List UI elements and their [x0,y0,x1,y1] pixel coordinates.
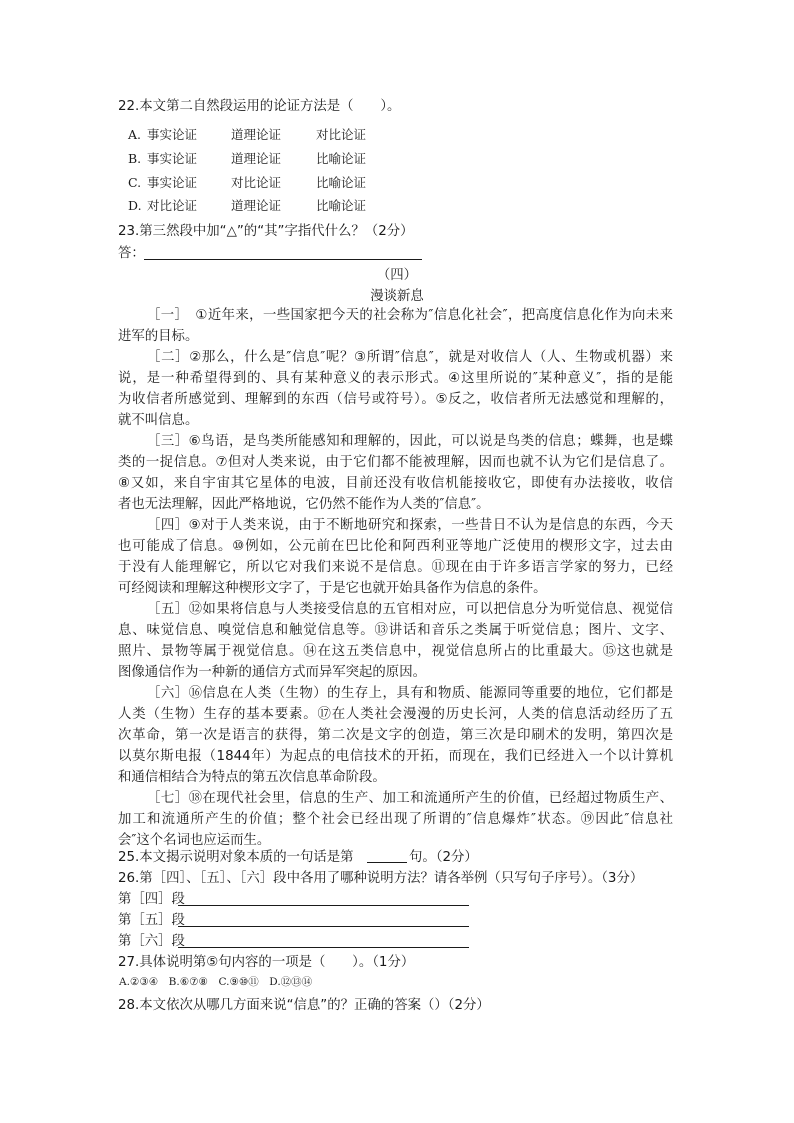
passage-line: ⑧又如，来自宇宙其它星体的电波，目前还没有收信机能接收它，即使有办法接收，收信 [118,476,673,491]
q22-option-c-c3: 比喻论证 [316,175,367,190]
passage-line: 会″这个名词也应运而生。 [118,833,271,848]
q26-line-label: 第［四］段 [118,892,185,907]
section-number: （四） [376,268,418,283]
q22-option-b-letter: B. [128,151,142,166]
q26-answer-blank [178,905,469,906]
passage-line: ［二］②那么，什么是″信息″呢？③所谓″信息″，就是对收信人（人、生物或机器）来 [147,350,673,365]
passage-line: 人类（生物）生存的基本要素。⑰在人类社会漫漫的历史长河，人类的信息活动经历了五 [118,707,673,722]
q22-option-b-c1: 事实论证 [147,151,198,166]
section-title: 漫谈新息 [370,289,424,304]
q27-options: A.②③④ B.⑥⑦⑧ C.⑨⑩⑪ D.⑫⑬⑭ [119,976,313,988]
q25-answer-blank [367,862,407,863]
q22-option-c-c2: 对比论证 [231,175,282,190]
q23-stem: 23.第三然段中加“△”的“其”字指代什么？（2分） [118,224,414,239]
q22-option-a-c1: 事实论证 [147,127,198,142]
passage-line: 照片、景物等属于视觉信息。⑭在这五类信息中，视觉信息所占的比重最大。⑮这也就是 [118,644,673,659]
q22-option-d-c1: 对比论证 [147,198,198,213]
passage-line: 也可能成了信息。⑩例如，公元前在巴比伦和阿西利亚等地广泛使用的楔形文字，过去由 [118,539,673,554]
passage-line: ［六］⑯信息在人类（生物）的生存上，具有和物质、能源同等重要的地位，它们都是 [147,686,673,701]
q22-option-c-letter: C. [128,175,142,190]
passage-line: 进军的目标。 [118,329,199,344]
passage-line: 于没有人能理解它，所以它对我们来说不是信息。⑪现在由于许多语言学家的努力，已经 [118,560,673,575]
passage-line: ［三］⑥鸟语，是鸟类所能感知和理解的，因此，可以说是鸟类的信息；蝶舞，也是蝶 [147,434,673,449]
passage-line: ［四］⑨对于人类来说，由于不断地研究和探索，一些昔日不认为是信息的东西，今天 [147,518,673,533]
passage-line: ［五］⑫如果将信息与人类接受信息的五官相对应，可以把信息分为听觉信息、视觉信 [147,602,673,617]
q22-option-a-c2: 道理论证 [231,127,282,142]
passage-line: 就不叫信息。 [118,413,199,428]
q28-stem: 28.本文依次从哪几方面来说“信息”的？正确的答案（）（2分） [118,998,490,1013]
q22-option-d-c3: 比喻论证 [316,198,367,213]
q22-option-b-c3: 比喻论证 [316,151,367,166]
passage-line: ［一］ ①近年来，一些国家把今天的社会称为″信息化社会″，把高度信息化作为向未来 [147,308,673,323]
passage-line: 息、味觉信息、嗅觉信息和触觉信息等。⑬讲话和音乐之类属于听觉信息；图片、文字、 [118,623,673,638]
passage-line: 加工和流通所产生的价值；整个社会已经出现了所谓的″信息爆炸″状态。⑲因此″信息社 [118,812,673,827]
passage-line: 图像通信作为一种新的通信方式而异军突起的原因。 [118,665,426,680]
q22-option-d-c2: 道理论证 [231,198,282,213]
passage-line: 说，是一种希望得到的、具有某种意义的表示形式。④这里所说的″某种意义″，指的是能 [118,371,673,386]
passage-line: 以莫尔斯电报（1844年）为起点的电信技术的开拓，而现在，我们已经进入一个以计算机 [118,749,673,764]
passage-line: 可经阅读和理解这种楔形文字了，于是它也就开始具备作为信息的条件。 [118,581,547,596]
q23-answer-blank [144,259,422,260]
q22-stem: 22.本文第二自然段运用的论证方法是（ ）。 [118,99,401,114]
q26-answer-blank [178,926,469,927]
q22-option-a-letter: A. [128,127,142,142]
passage-line: 为收信者所感觉到、理解到的东西（信号或符号）。⑤反之，收信者所无法感觉和理解的， [118,392,673,407]
q25-stem-a: 25.本文揭示说明对象本质的一句话是第 [118,850,354,865]
passage-line: 和通信相结合为特点的第五次信息革命阶段。 [118,770,386,785]
q23-answer-label: 答： [118,246,145,261]
q22-option-a-c3: 对比论证 [316,127,367,142]
q26-answer-blank [178,947,469,948]
q22-option-b-c2: 道理论证 [231,151,282,166]
q26-line-label: 第［六］段 [118,934,185,949]
passage-line: 者也无法理解，因此严格地说，它仍然不能作为人类的″信息″。 [118,497,490,512]
passage-line: 类的一捉信息。⑦但对人类来说，由于它们都不能被理解，因而也就不认为它们是信息了。 [118,455,673,470]
q22-option-d-letter: D. [128,198,142,213]
passage-line: 次革命，第一次是语言的获得，第二次是文字的创造，第三次是印刷术的发明，第四次是 [118,728,673,743]
q26-stem: 26.第［四］、［五］、［六］段中各用了哪种说明方法？请各举例（只写句子序号）。（3分） [118,871,644,886]
q27-stem: 27.具体说明第⑤句内容的一项是（ ）。（1分） [118,955,415,970]
q25-stem-b: 句。（2分） [409,850,478,865]
q26-line-label: 第［五］段 [118,913,185,928]
passage-line: ［七］⑱在现代社会里，信息的生产、加工和流通所产生的价值，已经超过物质生产、 [147,791,673,806]
q22-option-c-c1: 事实论证 [147,175,198,190]
